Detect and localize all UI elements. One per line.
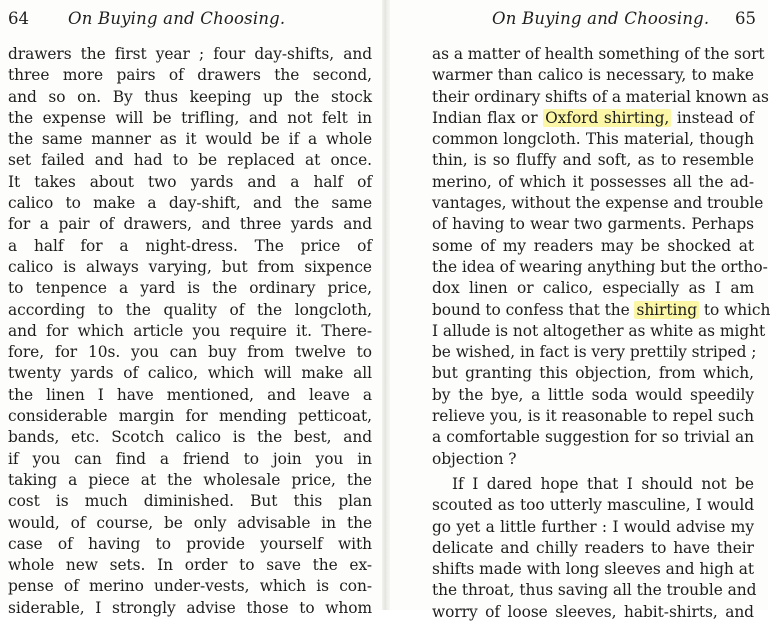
text-line: pense of merino under-vests, which is con-	[8, 577, 372, 596]
text-line: set failed and had to be replaced at once.	[8, 151, 372, 170]
left-page-header	[8, 6, 370, 32]
text-line: taking a piece at the wholesale price, the	[8, 470, 372, 489]
text-line: calico is always varying, but from sixpence	[8, 257, 372, 276]
text-line: common longcloth. This material, though	[432, 130, 754, 149]
line-text-before: bound to confess that the	[432, 300, 635, 319]
text-line: calico to make a day-shift, and the same	[8, 194, 372, 213]
text-line: vantages, without the expense and trouble	[432, 194, 764, 213]
text-line: case of having to provide yourself with	[8, 534, 372, 553]
highlight-shirting[interactable]: shirting	[636, 300, 698, 319]
text-line: bands, etc. Scotch calico is the best, and	[8, 428, 372, 447]
right-running-title: On Buying and Choosing.	[492, 9, 710, 28]
text-line: merino, of which it possesses all the ad-	[432, 172, 754, 191]
text-line: drawers the first year ; four day-shifts, and	[8, 45, 372, 63]
text-line: whole new sets. In order to save the ex-	[8, 556, 372, 575]
text-line: the same manner as it would be if a whole	[8, 130, 372, 149]
text-line: and so on. By thus keeping up the stock	[8, 87, 372, 106]
text-line: some of my readers may be shocked at	[432, 236, 754, 255]
text-line: worry of loose sleeves, habit-shirts, and	[432, 602, 754, 621]
text-line: the throat, thus saving all the trouble and	[432, 581, 757, 600]
text-line: but granting this objection, from which,	[432, 364, 754, 383]
text-line: according to the quality of the longcloth,	[8, 300, 372, 319]
text-line: the expense will be trifling, and not felt in	[8, 108, 372, 127]
paragraph-first-line: If I dared hope that I should not be	[452, 474, 754, 493]
text-line: delicate and chilly readers to have their	[432, 538, 754, 557]
text-line: I allude is not altogether as white as might	[432, 321, 766, 340]
left-page	[0, 0, 382, 617]
left-page-body	[8, 44, 372, 619]
text-line: for a pair of drawers, and three yards and	[8, 215, 372, 234]
right-page-body	[432, 44, 770, 623]
text-line: by the bye, a little soda would speedily	[432, 385, 754, 404]
text-line: as a matter of health something of the sort	[432, 45, 765, 63]
text-line: a half for a night-dress. The price of	[8, 236, 372, 255]
text-line: scouted as too utterly masculine, I would	[432, 496, 754, 515]
text-line: considerable margin for mending petticoat,	[8, 407, 372, 426]
text-line: fore, for 10s. you can buy from twelve to	[8, 343, 372, 362]
text-line: siderable, I strongly advise those to whom	[8, 598, 372, 617]
text-line: to tenpence a yard is the ordinary price,	[8, 279, 372, 298]
text-line-highlighted	[432, 300, 770, 321]
text-line: a comfortable suggestion for so trivial an	[432, 428, 754, 447]
text-line: be wished, in fact is very prettily striped ;	[432, 343, 757, 362]
text-line: shifts made with long sleeves and high at	[432, 560, 754, 579]
text-line: would, of course, be only advisable in the	[8, 513, 372, 532]
text-line: It takes about two yards and a half of	[8, 172, 372, 191]
text-line: objection ?	[432, 449, 517, 468]
text-line: cost is much diminished. But this plan	[8, 492, 372, 511]
text-line: warmer than calico is necessary, to make	[432, 66, 754, 85]
text-line: if you can find a friend to join you in	[8, 449, 372, 468]
line-text-after: instead of	[671, 108, 754, 127]
text-line: their ordinary shifts of a material known as	[432, 87, 769, 106]
right-page-header	[430, 6, 756, 32]
line-text-after: to which	[699, 300, 770, 319]
right-page	[390, 0, 770, 621]
text-line-highlighted	[432, 108, 754, 129]
text-line: twenty yards of calico, which will make all	[8, 364, 372, 383]
text-line: of having to wear two garments. Perhaps	[432, 215, 754, 234]
left-page-number: 64	[8, 9, 29, 28]
text-line: three more pairs of drawers the second,	[8, 66, 372, 85]
line-text-before: Indian flax or	[432, 108, 544, 127]
text-line: and for which article you require it. There-	[8, 321, 372, 340]
text-line: dox linen or calico, especially as I am	[432, 279, 754, 298]
right-page-number: 65	[735, 9, 756, 28]
highlight-oxford-shirting[interactable]: Oxford shirting,	[545, 108, 670, 127]
text-line: the linen I have mentioned, and leave a	[8, 385, 372, 404]
book-gutter	[382, 0, 390, 610]
text-line: the idea of wearing anything but the ortho-	[432, 257, 768, 276]
left-running-title: On Buying and Choosing.	[68, 9, 286, 28]
text-line: go yet a little further : I would advise my	[432, 517, 754, 536]
text-line: relieve you, is it reasonable to repel such	[432, 407, 754, 426]
text-line: thin, is so fluffy and soft, as to resemble	[432, 151, 754, 170]
